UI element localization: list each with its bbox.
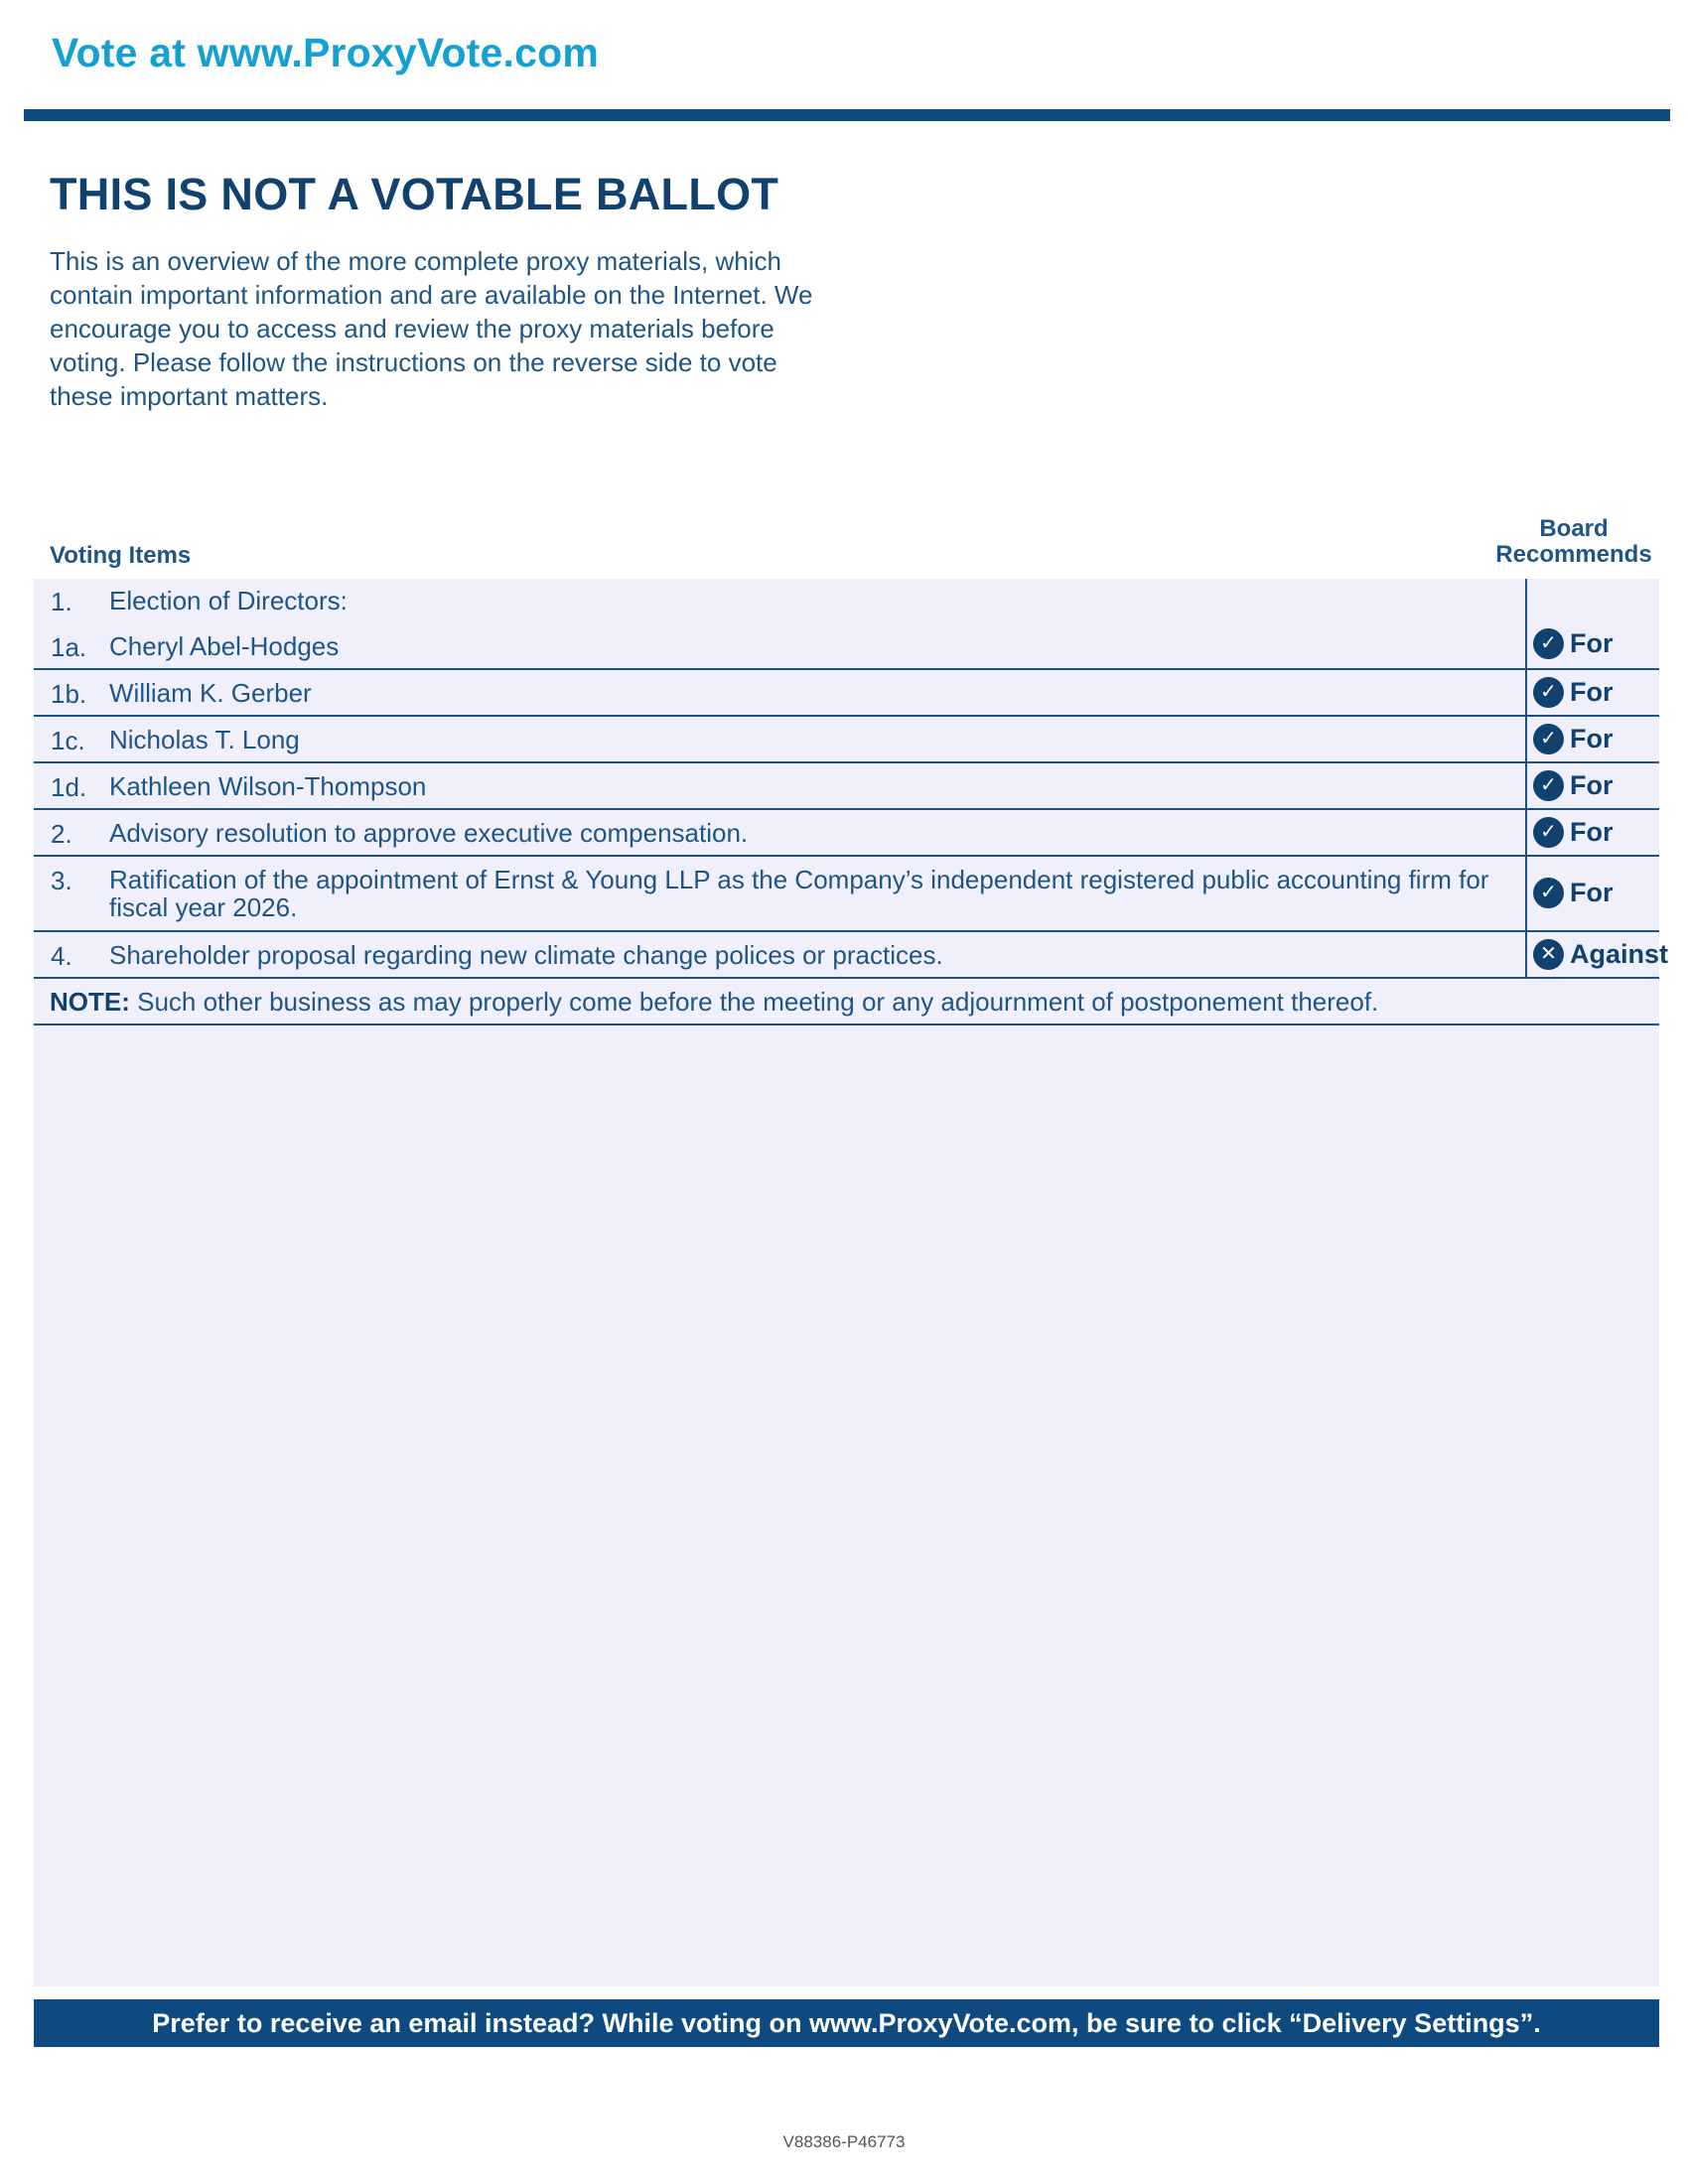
page-title: THIS IS NOT A VOTABLE BALLOT xyxy=(50,169,779,219)
delivery-settings-banner: Prefer to receive an email instead? While voting on www.ProxyVote.com, be sure to click “Delivery Settings”. xyxy=(34,1999,1659,2047)
item-text: Ratification of the appointment of Ernst & Young LLP as the Company’s independent registered public accounting firm for fiscal year 2026. xyxy=(109,865,1489,922)
item-text: Nicholas T. Long xyxy=(109,725,300,754)
recommendation xyxy=(1533,677,1614,708)
check-circle-icon: ✓ xyxy=(1533,770,1564,801)
column-divider xyxy=(1525,717,1527,763)
check-circle-icon: ✓ xyxy=(1533,817,1564,848)
board-header-line1: Board xyxy=(1539,515,1609,542)
header-rule xyxy=(24,109,1670,121)
proxyvote-link[interactable]: Vote at www.ProxyVote.com xyxy=(52,30,600,75)
item-number: 1c. xyxy=(51,726,85,755)
item-text: William K. Gerber xyxy=(109,678,312,708)
column-divider xyxy=(1525,579,1527,670)
check-circle-icon: ✓ xyxy=(1533,724,1564,754)
note-label: NOTE: xyxy=(50,987,130,1017)
intro-paragraph: This is an overview of the more complete proxy materials, which contain important information and are available on the Internet. We encourage you to access and review the proxy materials before voting. Please follow the instructions on the reverse side to vote these important matters. xyxy=(50,246,813,411)
item-number: 1. xyxy=(51,587,72,616)
check-circle-icon: ✓ xyxy=(1533,878,1564,908)
table-row-2 xyxy=(34,810,1659,857)
item-number: 1d. xyxy=(51,772,87,802)
note-body: Such other business as may properly come before the meeting or any adjournment of postponement thereof. xyxy=(129,987,1379,1017)
column-divider xyxy=(1525,763,1527,810)
column-divider xyxy=(1525,810,1527,857)
recommendation-label: Against xyxy=(1570,939,1669,969)
item-text: Advisory resolution to approve executive compensation. xyxy=(109,818,749,848)
note-text xyxy=(50,988,1378,1016)
recommendation-label: For xyxy=(1570,878,1614,907)
table-row-4 xyxy=(34,932,1669,979)
board-header-line2: Recommends xyxy=(1495,541,1652,568)
item-text: Election of Directors: xyxy=(109,586,348,615)
document-code: V88386-P46773 xyxy=(782,2132,906,2151)
recommendation-label: For xyxy=(1570,724,1614,753)
table-row-1b xyxy=(34,670,1659,717)
voting-items-header: Voting Items xyxy=(50,542,192,569)
column-divider xyxy=(1525,932,1527,979)
check-circle-icon: ✓ xyxy=(1533,677,1564,708)
column-divider xyxy=(1525,670,1527,717)
item-number: 2. xyxy=(51,819,72,849)
board-recommends-header xyxy=(1489,516,1658,568)
recommendation-label: For xyxy=(1570,628,1614,658)
recommendation xyxy=(1533,770,1614,801)
check-circle-icon: ✓ xyxy=(1533,628,1564,659)
recommendation xyxy=(1533,817,1614,848)
recommendation xyxy=(1533,628,1614,659)
recommendation-label: For xyxy=(1570,770,1614,800)
recommendation xyxy=(1533,878,1614,908)
item-number: 1b. xyxy=(51,679,87,709)
recommendation-label: For xyxy=(1570,817,1614,847)
item-number: 3. xyxy=(51,866,72,895)
item-text: Cheryl Abel-Hodges xyxy=(109,631,340,661)
recommendation xyxy=(1533,939,1668,970)
x-circle-icon: ✕ xyxy=(1533,939,1564,970)
table-row-note xyxy=(34,979,1659,1025)
table-row-1d xyxy=(34,763,1659,810)
recommendation-label: For xyxy=(1570,677,1614,707)
table-row-3 xyxy=(34,857,1659,932)
item-number: 1a. xyxy=(51,632,87,662)
table-row-1c xyxy=(34,717,1659,763)
item-number: 4. xyxy=(51,941,72,971)
recommendation xyxy=(1533,724,1614,754)
item-text: Kathleen Wilson-Thompson xyxy=(109,771,427,801)
item-text: Shareholder proposal regarding new climate change polices or practices. xyxy=(109,940,943,970)
table-row-1a xyxy=(34,579,1659,670)
column-divider xyxy=(1525,857,1527,932)
